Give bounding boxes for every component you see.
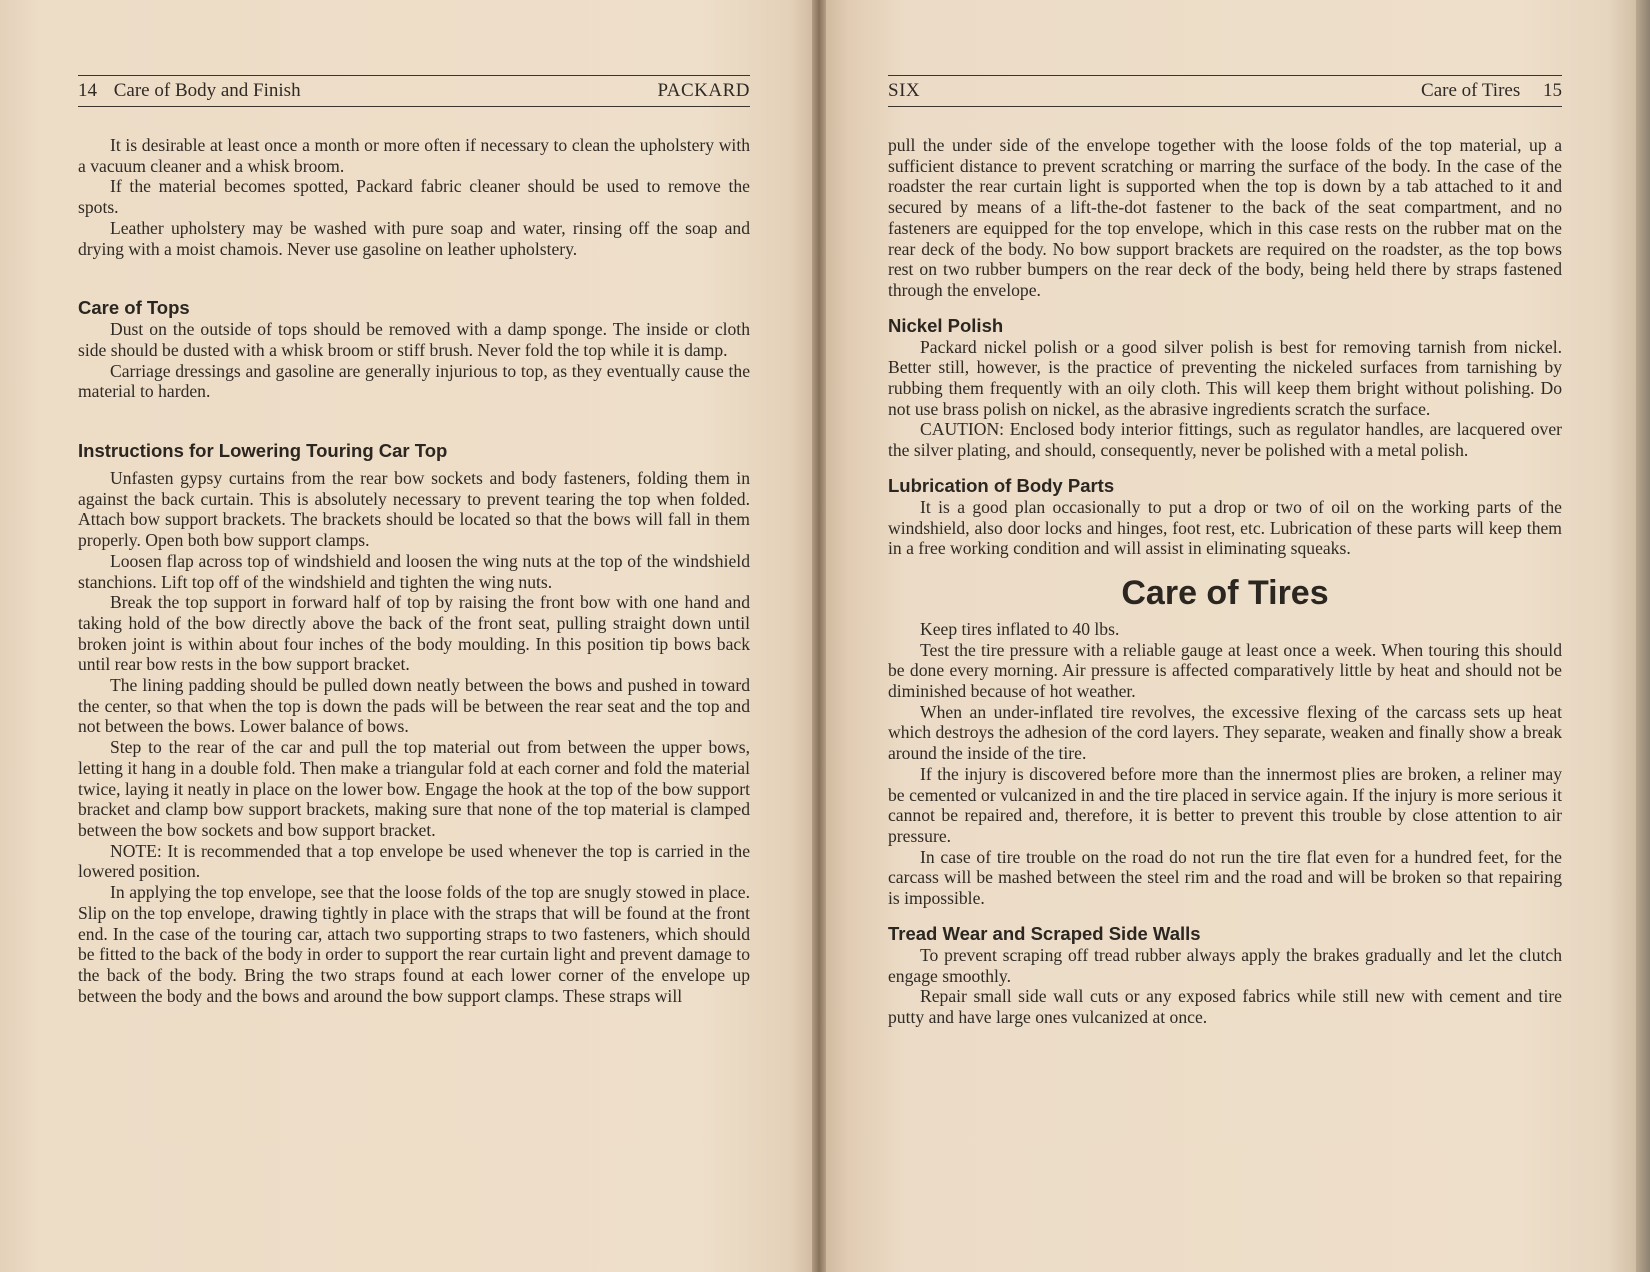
- section-heading: Tread Wear and Scraped Side Walls: [888, 922, 1201, 944]
- right-page-header: [888, 75, 1562, 107]
- paragraph: Dust on the outside of tops should be removed with a damp sponge. The inside or cloth side should be dusted with a whisk broom or stiff brush. Never fold the top while it is damp.: [78, 319, 750, 360]
- page-number: 14: [78, 80, 97, 101]
- paragraph: Loosen flap across top of windshield and loosen the wing nuts at the top of the windshield stanchions. Lift top off of the windshield and tighten the wing nuts.: [78, 550, 750, 592]
- left-page-header: [78, 75, 750, 107]
- paragraph: Keep tires inflated to 40 lbs.: [920, 618, 1120, 639]
- paragraph: Step to the rear of the car and pull the top material out from between the upper bows, letting it hang in a double fold. Then make a triangular fold at each corner and fold the material twice, laying it neatly in place on the lower bow. Engage the hook at the top of the bow support bracket and clamp bow support brackets, making sure that none of the top material is clamped between the bow sockets and bow support bracket.: [78, 737, 750, 840]
- page-number: 15: [1543, 80, 1562, 101]
- section-heading: Nickel Polish: [888, 314, 1004, 336]
- paragraph: In case of tire trouble on the road do not run the tire flat even for a hundred feet, for the carcass will be mashed between the steel rim and the road and will be broken so that repairing is impossible.: [888, 846, 1562, 909]
- running-title: SIX: [888, 80, 921, 101]
- paragraph: It is desirable at least once a month or more often if necessary to clean the upholstery with a vacuum cleaner and a whisk broom.: [78, 135, 750, 176]
- paragraph: In applying the top envelope, see that the loose folds of the top are snugly stowed in place. Slip on the top envelope, drawing tightly in place with the straps that will be found at the front end. In the case of the touring car, attach two supporting straps to two fasteners, which should be fitted to the back of the body in order to support the rear curtain light and prevent damage to the back of the body. Bring the two straps found at each lower corner of the envelope up between the body and the bows and around the bow support clamps. These straps will: [78, 882, 750, 1006]
- left-page: [0, 0, 818, 1272]
- chapter-title: Care of Tires: [1121, 573, 1329, 612]
- paragraph: Unfasten gypsy curtains from the rear bow sockets and body fasteners, folding them in against the back curtain. This is absolutely necessary to prevent tearing the top when folded. Attach bow support brackets. The brackets should be located so that the bows will fall in them properly. Open both bow support clamps.: [78, 468, 750, 551]
- paragraph: The lining padding should be pulled down neatly between the bows and pushed in toward the center, so that when the top is down the pads will be between the rear seat and the top and not between the bows. Lower balance of bows.: [78, 675, 750, 737]
- running-title: PACKARD: [657, 80, 750, 101]
- paragraph: Break the top support in forward half of top by raising the front bow with one hand and taking hold of the bow directly above the back of the front seat, pulling straight down until broken joint is within about four inches of the body moulding. In this position tip bows back until rear bow rests in the bow support bracket.: [78, 592, 750, 675]
- book-gutter: [812, 0, 826, 1272]
- page-edge: [1636, 0, 1650, 1272]
- paragraph: It is a good plan occasionally to put a drop or two of oil on the working parts of the windshield, also door locks and hinges, foot rest, etc. Lubrication of these parts will keep them in a free working condition and will assist in eliminating squeaks.: [888, 496, 1562, 559]
- section-title: Care of Tires: [1421, 80, 1521, 101]
- paragraph: When an under-inflated tire revolves, the excessive flexing of the carcass sets up heat which destroys the adhesion of the cord layers. They separate, weaken and finally show a break around the inside of the tire.: [888, 701, 1562, 764]
- right-page-body: [888, 135, 1562, 1028]
- paragraph: Repair small side wall cuts or any exposed fabrics while still new with cement and tire putty and have large ones vulcanized at once.: [888, 986, 1562, 1027]
- paragraph: To prevent scraping off tread rubber always apply the brakes gradually and let the clutch engage smoothly.: [888, 944, 1562, 986]
- paragraph: Test the tire pressure with a reliable gauge at least once a week. When touring this should be done every morning. Air pressure is affected comparatively little by heat and should not be diminished because of hot weather.: [888, 639, 1562, 702]
- paragraph: pull the under side of the envelope together with the loose folds of the top material, up a sufficient distance to prevent scratching or marring the surface of the body. In the case of the roadster the rear curtain light is supported when the top is down by a tab attached to it and secured by means of a lift-the-dot fastener to the back of the seat compartment, and no fasteners are equipped for the top envelope, which in this case rests on the rubber mat on the rear deck of the body. No bow support brackets are required on the roadster, as the top bows rest on two rubber bumpers on the rear deck of the body, being held there by straps fastened through the envelope.: [888, 135, 1562, 300]
- note-paragraph: NOTE: It is recommended that a top envelope be used whenever the top is carried in the lowered position.: [78, 840, 750, 882]
- paragraph: Carriage dressings and gasoline are generally injurious to top, as they eventually cause the material to harden.: [78, 360, 750, 402]
- left-page-body: [78, 135, 750, 1006]
- section-heading: Instructions for Lowering Touring Car Top: [78, 440, 448, 462]
- section-heading: Care of Tops: [78, 297, 190, 319]
- paragraph: If the injury is discovered before more than the innermost plies are broken, a reliner may be cemented or vulcanized in and the tire placed in service again. If the injury is more serious it cannot be repaired and, therefore, it is better to prevent this trouble by close attention to air pressure.: [888, 763, 1562, 846]
- caution-paragraph: CAUTION: Enclosed body interior fittings, such as regulator handles, are lacquered over the silver plating, and should, consequently, never be polished with a metal polish.: [888, 419, 1562, 461]
- paragraph: Leather upholstery may be washed with pure soap and water, rinsing off the soap and drying with a moist chamois. Never use gasoline on leather upholstery.: [78, 217, 750, 259]
- paragraph: If the material becomes spotted, Packard fabric cleaner should be used to remove the spots.: [78, 176, 750, 218]
- section-title: Care of Body and Finish: [113, 80, 301, 101]
- paragraph: Packard nickel polish or a good silver polish is best for removing tarnish from nickel. Better still, however, is the practice of preventing the nickeled surfaces from tarnishing by rubbing them frequently with an oily cloth. This will keep them bright without polishing. Do not use brass polish on nickel, as the abrasive ingredients scratch the surface.: [888, 336, 1562, 419]
- right-page: [818, 0, 1636, 1272]
- section-heading: Lubrication of Body Parts: [888, 474, 1115, 496]
